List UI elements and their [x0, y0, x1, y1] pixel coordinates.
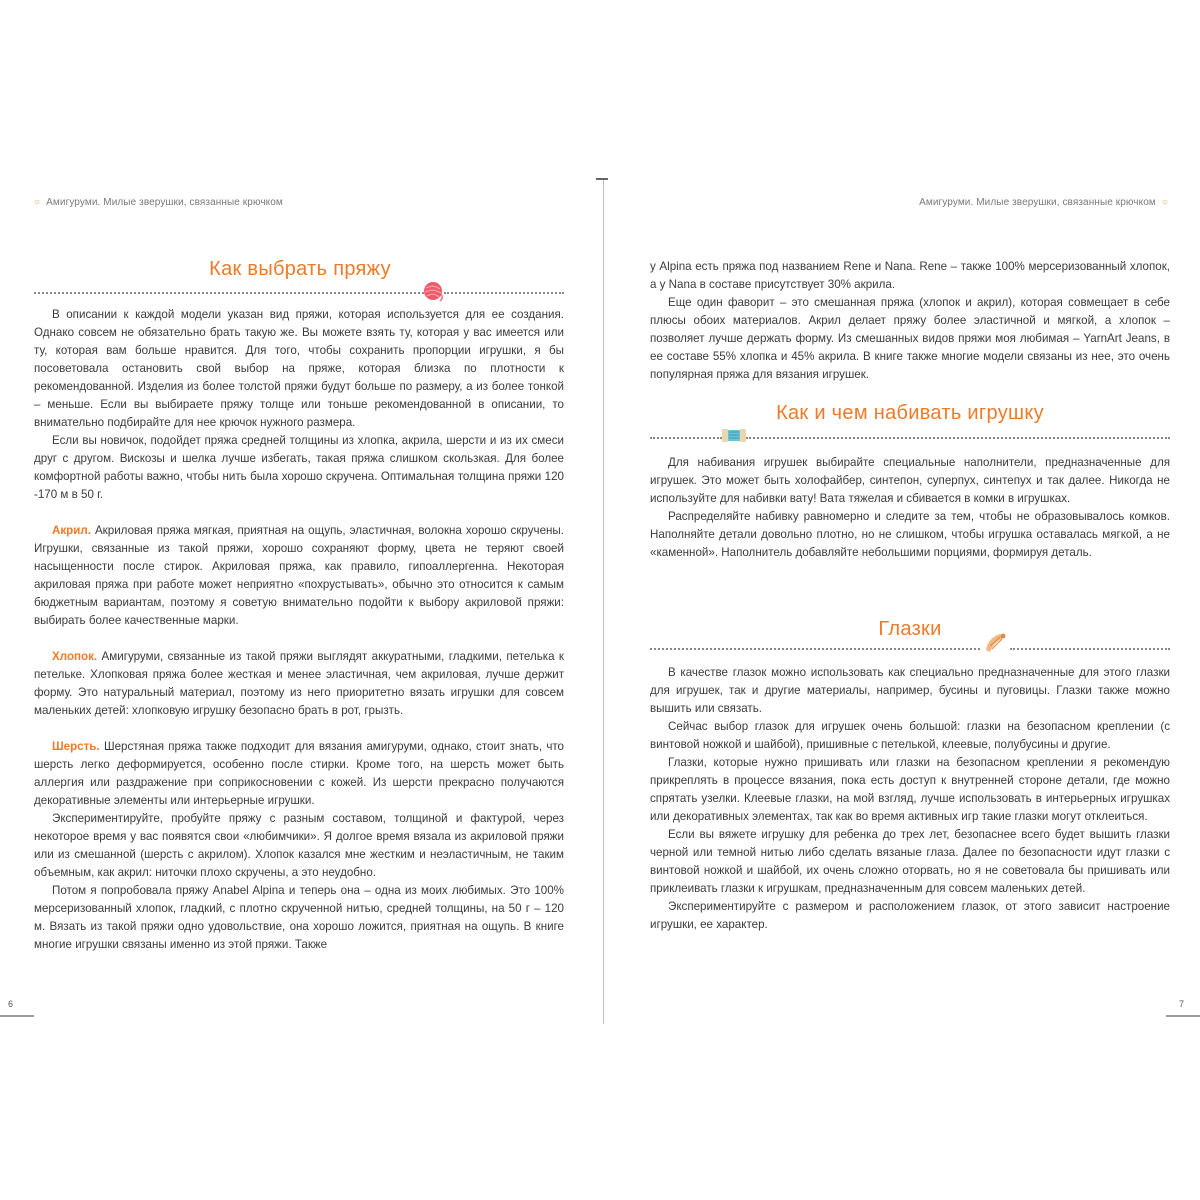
page-number-left: 6 — [8, 999, 14, 1009]
button-eye-icon — [982, 630, 1010, 656]
corner-line-right — [1166, 1015, 1200, 1017]
paragraph: Для набивания игрушек выбирайте специальные наполнители, предназначенные для игрушек. Это может быть холофайбер, синтепон, суперпух, синтепух и так далее. Никогда не используйте для набивки вату! Вата тяжелая и сбивается в комки в игрушках. — [650, 456, 1170, 505]
cotton-text: Амигуруми, связанные из такой пряжи выглядят аккуратными, гладкими, петелька к петельке. Хлопковая пряжа более жесткая и менее эластичная, чем акриловая, лучше держит форму. Это натуральный материал, поэтому из него приоритетно вязать игрушки для совсем маленьких детей: хлопковую игрушку безопасно брать в рот, грызть. — [34, 650, 564, 717]
wool-paragraph — [34, 738, 564, 810]
paragraph: Если вы новичок, подойдет пряжа средней толщины из хлопка, акрила, шерсти и из их смеси друг с другом. Вискозы и шелка лучше избегать, такая пряжа слишком скользкая. Для более комфортной работы важно, чтобы нить была хорошо скручена. Оптимальная толщина пряжи 120 -170 м в 50 г. — [34, 434, 564, 501]
book-title-right: Амигуруми. Милые зверушки, связанные крючком — [919, 197, 1156, 208]
acryl-text: Акриловая пряжа мягкая, приятная на ощупь, эластичная, волокна хорошо скручены. Игрушки, связанные из такой пряжи, хорошо сохраняют форму, цвета не теряют своей насыщенности после стирок. Акриловая пряжа, как правило, гипоаллергенна. Некоторая акриловая пряжа при работе может неприятно «похрустывать», обычно это относится к самым бюджетным вариантам, поэтому я советую внимательно подойти к выбору акриловой пряжи: выбирать более качественные марки. — [34, 524, 564, 627]
yarn-ball-icon — [420, 278, 446, 304]
heading-rule-right — [746, 437, 1170, 439]
section-heading-yarn: Как выбрать пряжу — [209, 258, 391, 280]
paragraph: Сейчас выбор глазок для игрушек очень большой: глазки на безопасном креплении (с винтовой ножкой и шайбой), пришивные с петелькой, клеевые, полубусины и другие. — [650, 720, 1170, 751]
paragraph: Экспериментируйте, пробуйте пряжу с разным составом, толщиной и фактурой, через некоторое время у вас появятся свои «любимчики». Я долгое время вязала из акриловой пряжи или из смешанной (шерсть с акрилом). Хлопок казался мне жестким и неэластичным, не таким объемным, как акрил: ниточки плохо скручены, а это неудобно. — [34, 812, 564, 879]
paragraph: В качестве глазок можно использовать как специально предназначенные для этого глазки для игрушек, так и другие материалы, например, бусины и пуговицы. Глазки также можно вышить или связать. — [650, 666, 1170, 715]
paragraph: Глазки, которые нужно пришивать или глазки на безопасном креплении я рекомендую прикреплять в процессе вязания, пока есть доступ к внутренней стороне детали, где можно спрятать узелки. Клеевые глазки, на мой взгляд, лучше использовать в интерьерных игрушках или декоративных элементах, так как во время активных игр такие глазки могут отклеиться. — [650, 756, 1170, 823]
section-heading-stuffing: Как и чем набивать игрушку — [776, 402, 1044, 424]
paragraph: Распределяйте набивку равномерно и следите за тем, чтобы не образовывалось комков. Наполняйте детали довольно плотно, но не слишком, чтобы игрушка оставалась мягкой, а не «каменной». Наполнитель добавляйте небольшими порциями, формируя деталь. — [650, 510, 1170, 559]
thread-spool-icon — [718, 424, 750, 446]
book-title-left: Амигуруми. Милые зверушки, связанные крючком — [46, 197, 283, 208]
paragraph: Экспериментируйте с размером и расположением глазок, от этого зависит настроение игрушки, ее характер. — [650, 900, 1170, 931]
paragraph: Если вы вяжете игрушку для ребенка до трех лет, безопаснее всего будет вышить глазки черной или темной нитью либо сделать вязаные глаза. Далее по безопасности идут глазки с винтовой ножкой и шайбой, их очень сложно оторвать, но я не советовала бы пришивать или приклеивать глазки к игрушкам, предназначенным для совсем маленьких детей. — [650, 828, 1170, 895]
paragraph: Еще один фаворит – это смешанная пряжа (хлопок и акрил), которая совмещает в себе плюсы обоих материалов. Акрил делает пряжу более эластичной и мягкой, а хлопок – позволяет лучше держать форму. Из смешанных видов пряжи моя любимая – YarnArt Jeans, в ее составе 55% хлопка и 45% акрила. В книге также многие модели связаны из нее, это очень популярная пряжа для вязания игрушек. — [650, 296, 1170, 381]
paragraph: у Alpina есть пряжа под названием Rene и Nana. Rene – также 100% мерсеризованный хлопок, а у Nana в составе присутствует 30% акрила. — [650, 260, 1170, 291]
continuation-block — [650, 258, 1170, 384]
wool-text: Шерстяная пряжа также подходит для вязания амигуруми, однако, стоит знать, что шерсть легко деформируется, особенно после стирки. Кроме того, на шерсть может быть аллергия или раздражение при соприкосновении с кожей. Из шерсти прекрасно получаются декоративные элементы или интерьерные игрушки. — [34, 740, 564, 807]
paragraph: В описании к каждой модели указан вид пряжи, которая используется для ее создания. Однако совсем не обязательно брать такую же. Вы можете взять ту, которая у вас имеется или ту, которая вам больше нравится. Для того, чтобы сохранить пропорции игрушки, я бы посоветовала остановить свой выбор на пряже, которая близка по плотности к рекомендованной. Изделия из более толстой пряжи будут больше по размеру, а из более тонкой – меньше. Если вы выбираете пряжу толще или тоньше рекомендованной в описании, то внимательно подбирайте для нее крючок нужного размера. — [34, 308, 564, 429]
cotton-paragraph — [34, 648, 564, 720]
eyes-text-block — [650, 664, 1170, 934]
stuffing-text-block — [650, 454, 1170, 562]
running-head-left — [34, 197, 283, 208]
right-page — [606, 0, 1200, 1200]
left-text-block — [34, 306, 564, 954]
section-heading-eyes: Глазки — [878, 618, 942, 640]
wool-term: Шерсть. — [52, 740, 100, 753]
running-head-right — [919, 197, 1168, 208]
heading-rule-left — [650, 437, 722, 439]
running-head-bullet: ○ — [34, 197, 41, 208]
acryl-paragraph — [34, 522, 564, 630]
heading-rule-right — [444, 292, 564, 294]
heading-rule-left — [650, 648, 980, 650]
running-head-bullet: ○ — [1161, 197, 1168, 208]
heading-rule-left — [34, 292, 424, 294]
corner-line-left — [0, 1015, 34, 1017]
paragraph: Потом я попробовала пряжу Anabel Alpina и теперь она – одна из моих любимых. Это 100% мерсеризованный хлопок, гладкий, с плотно скрученной нитью, средней толщины, на 50 г – 120 м. Вязать из такой пряжи одно удовольствие, она хорошо ложится, приятная на ощупь. В книге многие игрушки связаны именно из этой пряжи. Также — [34, 884, 564, 951]
heading-rule-right — [1010, 648, 1170, 650]
gutter-line — [603, 178, 604, 1024]
acryl-term: Акрил. — [52, 524, 91, 537]
cotton-term: Хлопок. — [52, 650, 98, 663]
page-number-right: 7 — [1178, 999, 1184, 1009]
